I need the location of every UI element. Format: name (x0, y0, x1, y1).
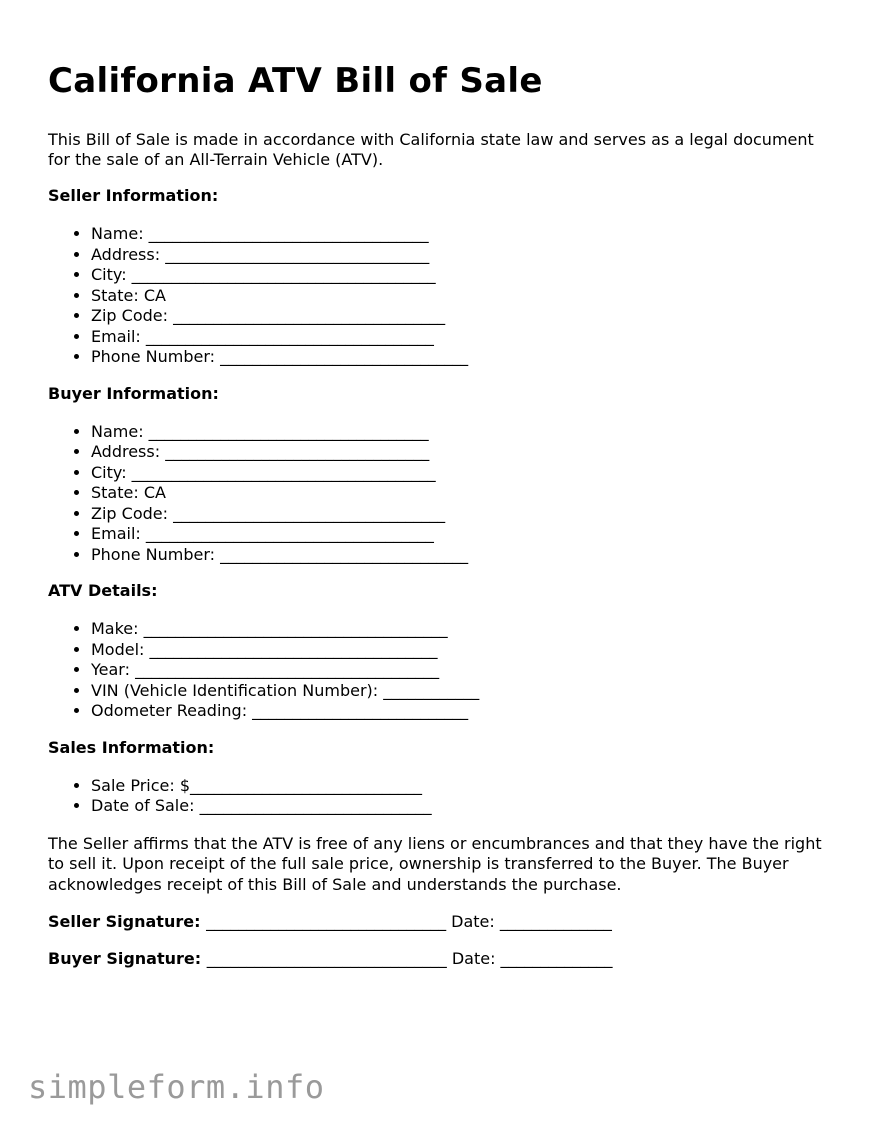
buyer-section-heading: Buyer Information: (48, 383, 219, 403)
seller-fields-list (48, 224, 838, 368)
atv-section-heading: ATV Details: (48, 581, 158, 600)
sales-section-heading: Sales Information: (48, 737, 215, 757)
seller-signature-blank: ______________________________ Date: ______________ (206, 912, 612, 931)
sales-fields-list (48, 776, 838, 817)
atv-model-field: • Model: ____________________________________ (91, 640, 838, 661)
atv-year-field: • Year: ______________________________________ (91, 660, 838, 681)
buyer-fields-list (48, 422, 838, 566)
seller-name-field: • Name: ___________________________________ (91, 224, 838, 245)
atv-vin-field: • VIN (Vehicle Identification Number): ____________ (91, 681, 838, 702)
seller-phone-field: • Phone Number: _______________________________ (91, 347, 838, 368)
seller-address-field: • Address: _________________________________ (91, 245, 838, 266)
watermark: simpleform.info (28, 1068, 325, 1106)
buyer-signature-line (48, 949, 838, 969)
buyer-zip-field: • Zip Code: __________________________________ (91, 504, 838, 525)
buyer-city-field: • City: ______________________________________ (91, 463, 838, 484)
seller-email-field: • Email: ____________________________________ (91, 327, 838, 348)
atv-make-field: • Make: ______________________________________ (91, 619, 838, 640)
document-page (48, 58, 838, 969)
buyer-signature-label: Buyer Signature: (48, 949, 207, 968)
seller-state-field: • State: CA (91, 286, 838, 307)
buyer-phone-field: • Phone Number: _______________________________ (91, 545, 838, 566)
buyer-name-field: • Name: ___________________________________ (91, 422, 838, 443)
seller-signature-line (48, 912, 838, 932)
seller-city-field: • City: ______________________________________ (91, 265, 838, 286)
document-title: California ATV Bill of Sale (48, 61, 543, 101)
buyer-signature-blank: ______________________________ Date: ______________ (206, 949, 613, 968)
buyer-email-field: • Email: ____________________________________ (91, 524, 838, 545)
atv-fields-list (48, 619, 838, 722)
seller-zip-field: • Zip Code: __________________________________ (91, 306, 838, 327)
seller-signature-label: Seller Signature: (48, 912, 207, 931)
affirmation-paragraph: The Seller affirms that the ATV is free of any liens or encumbrances and that they have the right to sell it. Upon receipt of the full sale price, ownership is transferred to the Buyer. The Buyer acknowledges receipt of this Bill of Sale and understands the purchase. (48, 833, 822, 894)
sale-price-field: • Sale Price: $_____________________________ (91, 776, 838, 797)
buyer-state-field: • State: CA (91, 483, 838, 504)
sale-date-field: • Date of Sale: _____________________________ (91, 796, 838, 817)
buyer-address-field: • Address: _________________________________ (91, 442, 838, 463)
seller-section-heading: Seller Information: (48, 186, 219, 205)
intro-paragraph: This Bill of Sale is made in accordance with California state law and serves as a legal document for the sale of an All-Terrain Vehicle (ATV). (48, 130, 814, 169)
atv-odometer-field: • Odometer Reading: ___________________________ (91, 701, 838, 722)
